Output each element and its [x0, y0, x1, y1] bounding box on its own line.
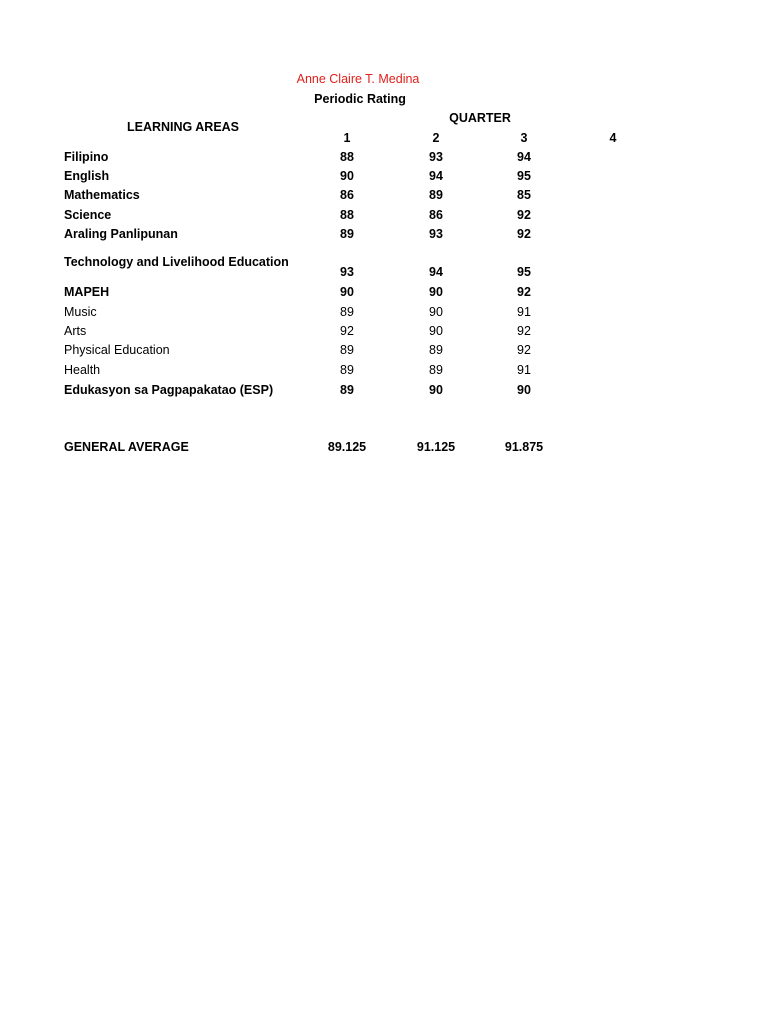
grade-cell: 92 — [517, 227, 531, 241]
subject-music: Music — [64, 305, 97, 319]
subject-science: Science — [64, 208, 112, 222]
grade-cell: 85 — [517, 188, 531, 202]
grade-cell: 95 — [517, 265, 531, 279]
general-average-q1: 89.125 — [327, 440, 367, 454]
grade-cell: 93 — [429, 227, 443, 241]
page-title: Periodic Rating — [314, 92, 406, 106]
grade-cell: 88 — [340, 150, 354, 164]
grade-cell: 91 — [517, 305, 531, 319]
subject-tle: Technology and Livelihood Education — [64, 255, 289, 269]
subject-esp: Edukasyon sa Pagpapakatao (ESP) — [64, 383, 274, 397]
grade-cell: 90 — [429, 285, 443, 299]
quarter-2-header: 2 — [432, 131, 440, 145]
learning-areas-header: LEARNING AREAS — [126, 120, 240, 134]
general-average-q2: 91.125 — [416, 440, 456, 454]
grade-cell: 89 — [340, 383, 354, 397]
grade-cell: 90 — [340, 285, 354, 299]
grade-cell: 89 — [429, 343, 443, 357]
grade-cell: 89 — [340, 227, 354, 241]
subject-physical-education: Physical Education — [64, 343, 170, 357]
grade-cell: 90 — [340, 169, 354, 183]
grade-cell: 89 — [429, 188, 443, 202]
grade-cell: 90 — [429, 383, 443, 397]
subject-filipino: Filipino — [64, 150, 109, 164]
subject-mapeh: MAPEH — [64, 285, 110, 299]
grade-cell: 93 — [429, 150, 443, 164]
subject-araling-panlipunan: Araling Panlipunan — [64, 227, 178, 241]
grade-cell: 89 — [340, 363, 354, 377]
grade-cell: 92 — [517, 343, 531, 357]
general-average-q3: 91.875 — [504, 440, 544, 454]
student-name: Anne Claire T. Medina — [296, 72, 420, 86]
grade-cell: 86 — [340, 188, 354, 202]
grade-cell: 94 — [517, 150, 531, 164]
grade-cell: 92 — [517, 285, 531, 299]
grade-cell: 92 — [517, 208, 531, 222]
quarter-1-header: 1 — [343, 131, 351, 145]
grade-cell: 94 — [429, 265, 443, 279]
grade-cell: 95 — [517, 169, 531, 183]
subject-health: Health — [64, 363, 101, 377]
grade-cell: 89 — [340, 343, 354, 357]
quarter-3-header: 3 — [520, 131, 528, 145]
grade-cell: 92 — [517, 324, 531, 338]
grade-cell: 92 — [340, 324, 354, 338]
grade-cell: 90 — [517, 383, 531, 397]
grade-cell: 88 — [340, 208, 354, 222]
subject-mathematics: Mathematics — [64, 188, 140, 202]
subject-english: English — [64, 169, 110, 183]
grade-cell: 93 — [340, 265, 354, 279]
grade-cell: 89 — [340, 305, 354, 319]
quarter-header: QUARTER — [449, 111, 511, 125]
quarter-4-header: 4 — [609, 131, 617, 145]
subject-arts: Arts — [64, 324, 87, 338]
grade-cell: 91 — [517, 363, 531, 377]
grade-cell: 90 — [429, 305, 443, 319]
grade-cell: 89 — [429, 363, 443, 377]
grade-cell: 90 — [429, 324, 443, 338]
grade-cell: 86 — [429, 208, 443, 222]
general-average-label: GENERAL AVERAGE — [64, 440, 189, 454]
grade-cell: 94 — [429, 169, 443, 183]
